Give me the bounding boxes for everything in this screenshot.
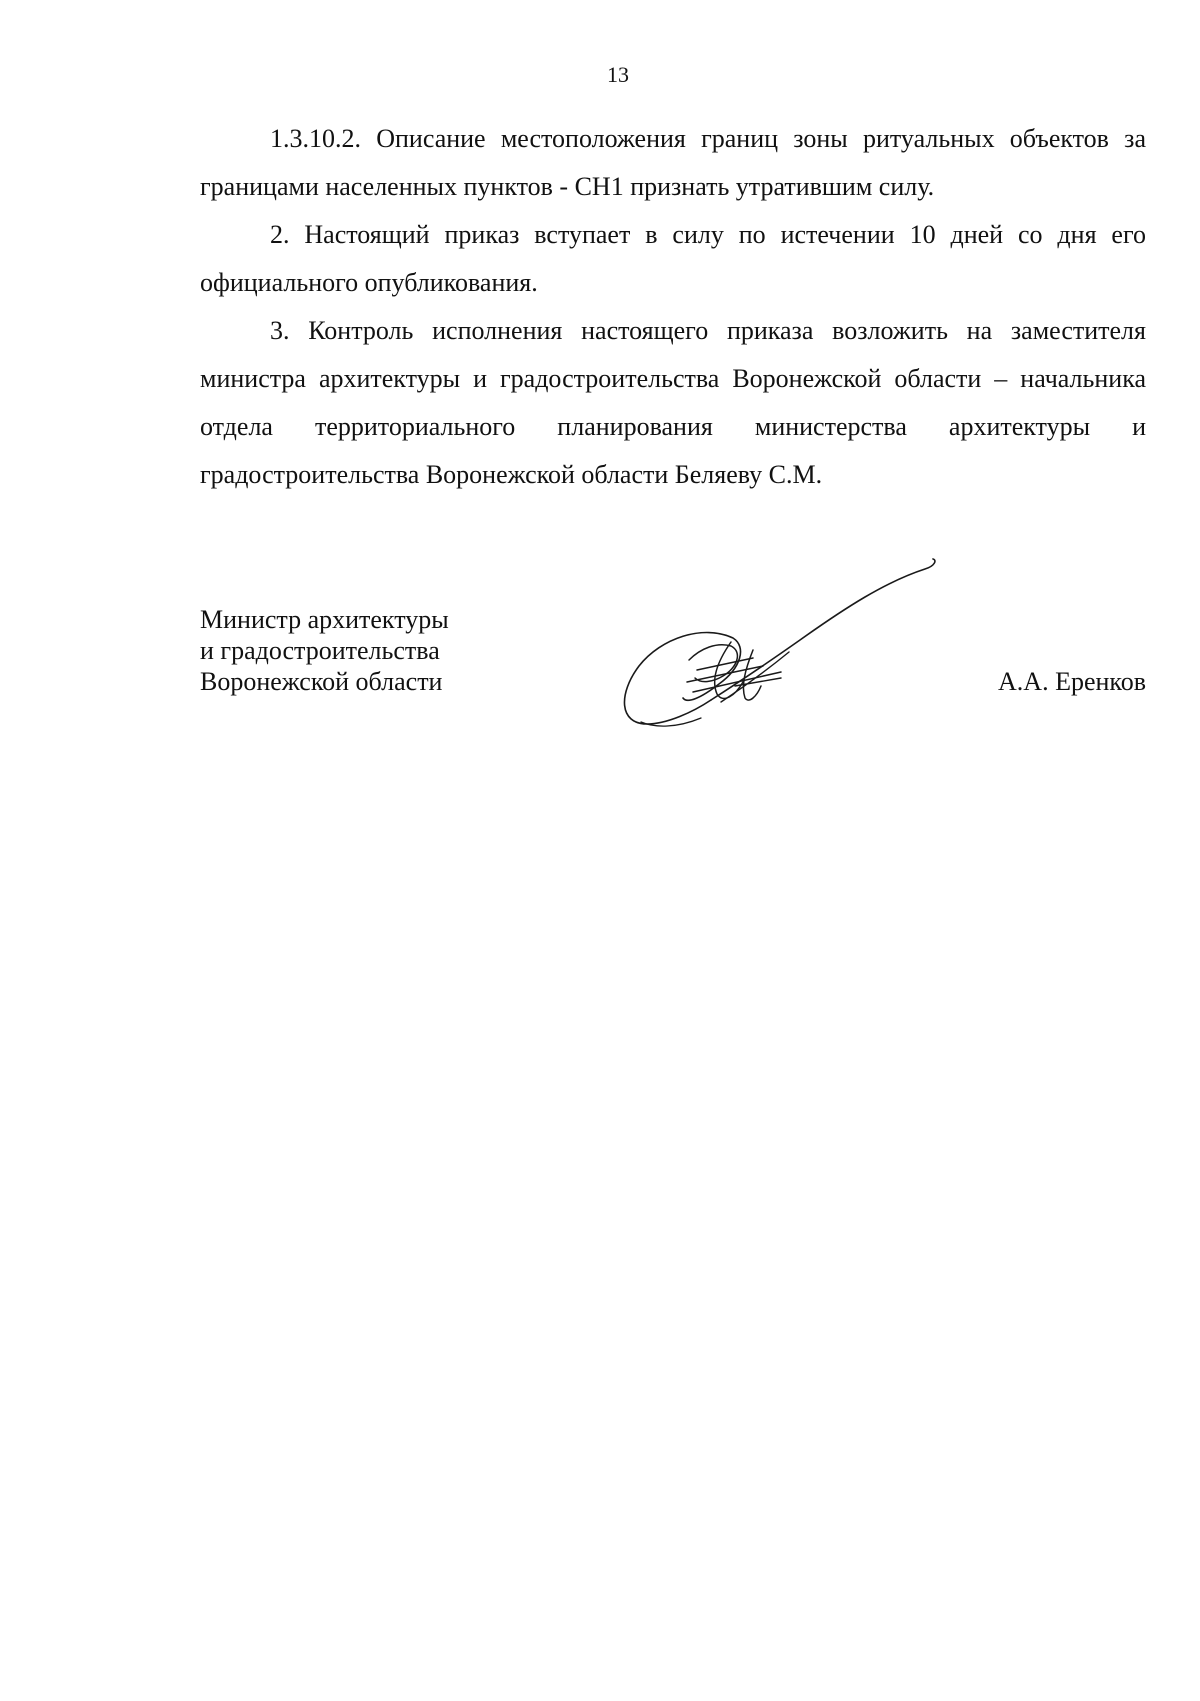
document-body xyxy=(200,115,1146,499)
signer-title xyxy=(200,604,449,697)
signer-title-line-2: и градостроительства xyxy=(200,636,440,665)
signer-name: А.А. Еренков xyxy=(998,667,1146,696)
paragraph-3-control: 3. Контроль исполнения настоящего приказа возложить на заместителя министра архитектуры и градостроительства Воронежской области – начальника отдела территориального планирования министерства архитектуры и градостроительства Воронежской области Беляеву С.М. xyxy=(200,316,1146,489)
handwritten-signature-icon xyxy=(585,552,945,777)
signer-title-line-1: Министр архитектуры xyxy=(200,605,449,634)
paragraph-2-effective-date: 2. Настоящий приказ вступает в силу по истечении 10 дней со дня его официального опубликования. xyxy=(200,220,1146,297)
signer-title-line-3: Воронежской области xyxy=(200,667,443,696)
paragraph-1-3-10-2: 1.3.10.2. Описание местоположения границ зоны ритуальных объектов за границами населенных пунктов - СН1 признать утратившим силу. xyxy=(200,124,1146,201)
signature-block xyxy=(200,604,1146,784)
page-number: 13 xyxy=(607,62,629,87)
